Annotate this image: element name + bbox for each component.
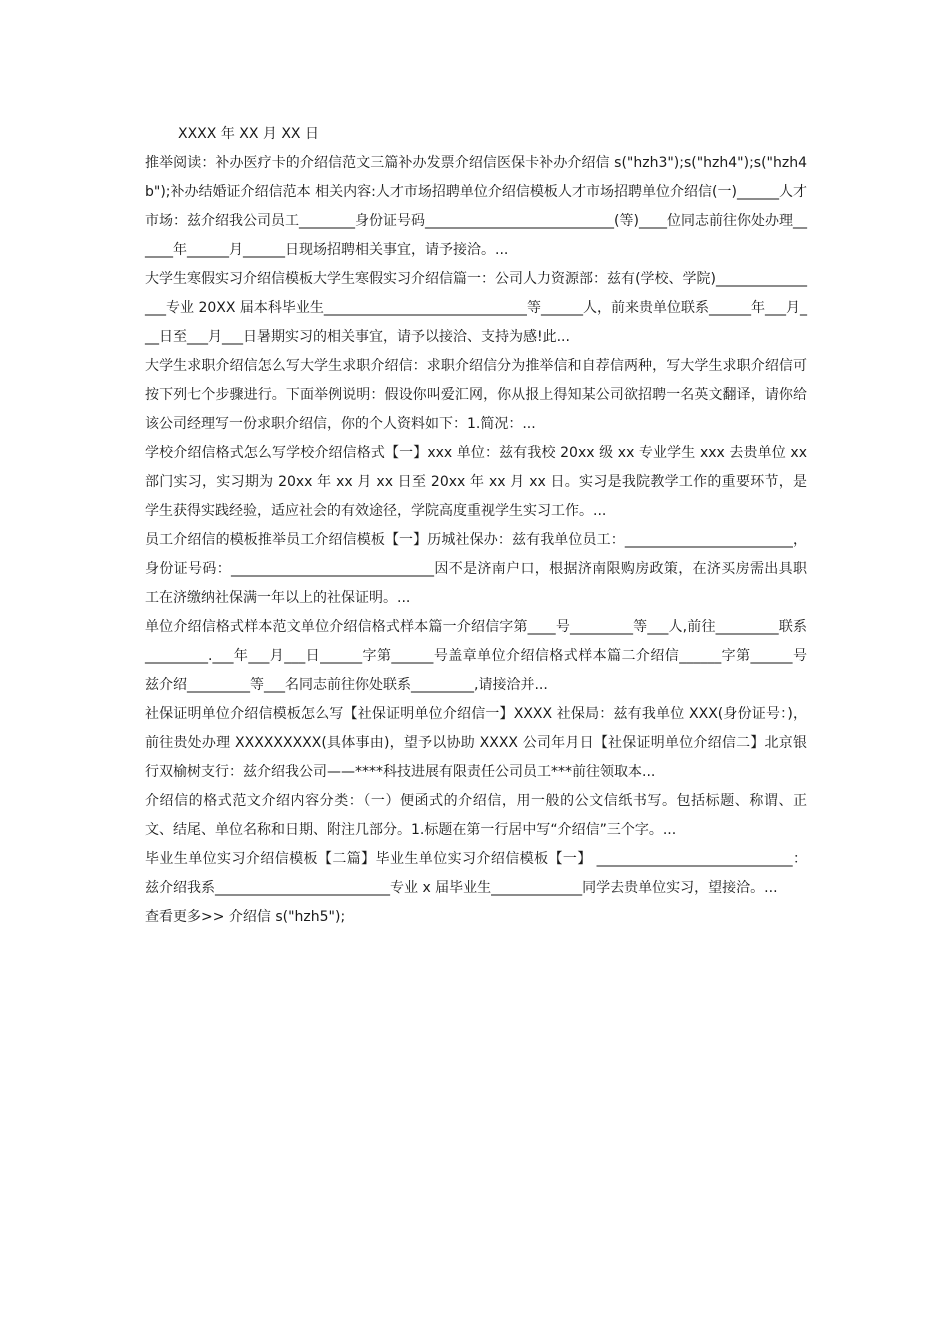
paragraph-recommended-reading: 推举阅读：补办医疗卡的介绍信范文三篇补办发票介绍信医保卡补办介绍信 s("hzh3");s("hzh4");s("hzh4b");补办结婚证介绍信范本 相关内容:人才市场招聘单位介绍信模板人才市场招聘单位介绍信(一)______人才市场：兹介绍我公司员工________身份证号码___________________________(等)____位同志前往你处办理______年______月______日现场招聘相关事宜，请予接洽。... <box>145 155 807 258</box>
paragraph-social-security: 社保证明单位介绍信模板怎么写【社保证明单位介绍信一】XXXX 社保局：兹有我单位 XXX(身份证号：)，前往贵处办理 XXXXXXXXX(具体事由)，望予以协助 XXXX 公司年月日【社保证明单位介绍信二】北京银行双榆树支行：兹介绍我公司——****科技进展有限责任公司员工***前往领取本... <box>145 706 807 780</box>
paragraph-format-sample: 介绍信的格式范文介绍内容分类：（一）便函式的介绍信，用一般的公文信纸书写。包括标题、称谓、正文、结尾、单位名称和日期、附注几部分。1.标题在第一行居中写“介绍信”三个字。... <box>145 793 807 838</box>
paragraph-unit-letter: 单位介绍信格式样本范文单位介绍信格式样本篇一介绍信字第____号_________等___人,前往_________联系_________.___年___月___日______字第______号盖章单位介绍信格式样本篇二介绍信______字第______号兹介绍_________等___名同志前往你处联系_________,请接洽并... <box>145 619 807 693</box>
date-line: XXXX 年 XX 月 XX 日 <box>178 126 319 142</box>
paragraph-school-letter: 学校介绍信格式怎么写学校介绍信格式【一】xxx 单位：兹有我校 20xx 级 xx 专业学生 xxx 去贵单位 xx 部门实习，实习期为 20xx 年 xx 月 xx 日至 20xx 年 xx 月 xx 日。实习是我院教学工作的重要环节，是学生获得实践经验，适应社会的有效途径，学院高度重视学生实习工作。... <box>145 445 807 519</box>
view-more-link[interactable]: 查看更多>> 介绍信 s("hzh5"); <box>145 909 346 925</box>
paragraph-job-seeking: 大学生求职介绍信怎么写大学生求职介绍信：求职介绍信分为推举信和自荐信两种，写大学生求职介绍信可按下列七个步骤进行。下面举例说明：假设你叫爱汇网，你从报上得知某公司欲招聘一名英文翻译，请你给该公司经理写一份求职介绍信，你的个人资料如下：1.简况：... <box>145 358 807 432</box>
document-body <box>145 120 807 932</box>
paragraph-graduate-internship: 毕业生单位实习介绍信模板【二篇】毕业生单位实习介绍信模板【一】 ____________________________：兹介绍我系_________________________专业 x 届毕业生_____________同学去贵单位实习，望接洽。... <box>145 851 807 896</box>
paragraph-winter-internship: 大学生寒假实习介绍信模板大学生寒假实习介绍信篇一：公司人力资源部：兹有(学校、学院)________________专业 20XX 届本科毕业生_____________________________等______人，前来贵单位联系______年___月___日至___月___日暑期实习的相关事宜，请予以接洽、支持为感!此... <box>145 271 807 345</box>
paragraph-employee-letter: 员工介绍信的模板推举员工介绍信模板【一】历城社保办：兹有我单位员工：________________________，身份证号码：_____________________________因不是济南户口，根据济南限购房政策，在济买房需出具职工在济缴纳社保满一年以上的社保证明。... <box>145 532 807 606</box>
